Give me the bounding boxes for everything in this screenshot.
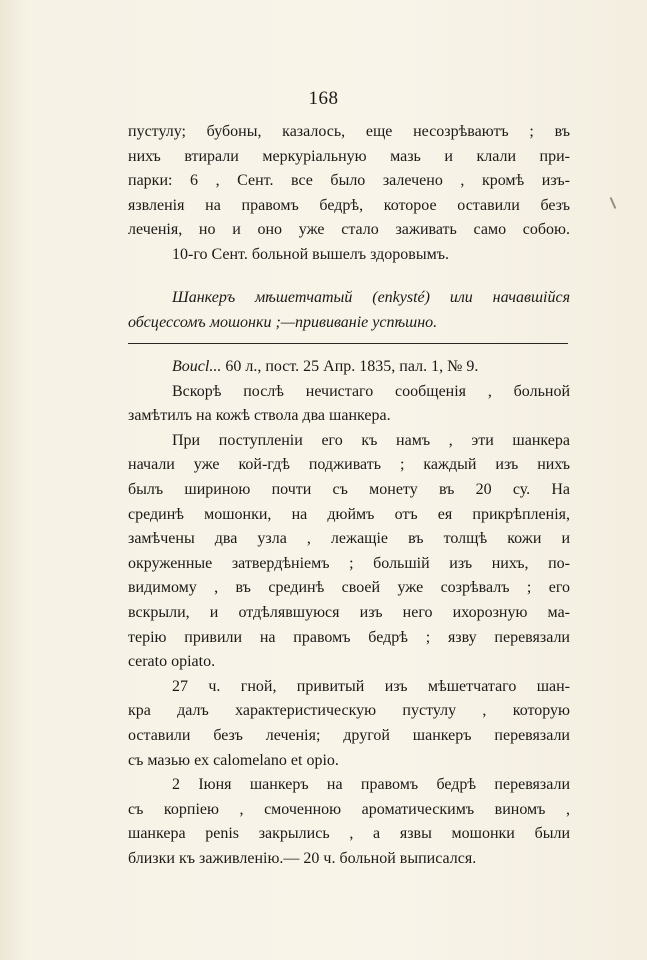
text-line: съ мазью ex calomelano et opio.	[128, 751, 339, 769]
text-line: леченія, но и оно уже стало заживать само собою.	[128, 221, 570, 239]
text-line: терію привили на правомъ бедрѣ ; язву перевязали	[128, 628, 570, 646]
text-line: съ корпіею , смоченною ароматическимъ виномъ ,	[128, 800, 570, 818]
text-line: близки къ заживленію.— 20 ч. больной выписался.	[128, 849, 477, 867]
text-line: шанкера penis закрылись , а язвы мошонки были	[128, 825, 570, 843]
text-line: начали уже кой-гдѣ подживать ; каждый изъ нихъ	[128, 456, 570, 474]
text-line: замѣтилъ на кожѣ ствола два шанкера.	[128, 407, 391, 425]
text-line: оставили безъ леченія; другой шанкеръ перевязали	[128, 726, 570, 744]
case-record	[128, 355, 570, 871]
text-line: cerato opiato.	[128, 653, 216, 671]
text-line: замѣчены два узла , лежащіе въ толщѣ кожи и	[128, 530, 570, 548]
text-line: 2 Іюня шанкеръ на правомъ бедрѣ перевязали	[172, 776, 570, 794]
text-line: срединѣ мошонки, на дюймъ отъ ея прикрѣпленія,	[128, 505, 570, 523]
text-line: кра далъ характеристическую пустулу , которую	[128, 702, 570, 720]
section-divider	[128, 343, 568, 344]
case-details: 60 л., пост. 25 Апр. 1835, пал. 1, № 9.	[221, 358, 479, 375]
text-line: вскрыли, и отдѣлявшуюся изъ него ихорозную ма-	[128, 603, 570, 621]
body-text-top	[128, 120, 570, 268]
page-number: 168	[308, 88, 339, 109]
text-line: 10-го Сент. больной вышелъ здоровымъ.	[172, 245, 450, 263]
case-header	[128, 355, 570, 380]
section-heading	[128, 286, 570, 335]
stray-ink-mark	[610, 197, 617, 209]
text-line: парки: 6 , Сент. все было залечено , кромѣ изъ-	[128, 172, 570, 190]
text-line: окруженные затвердѣніемъ ; большій изъ нихъ, по-	[128, 554, 570, 572]
patient-name: Boucl...	[172, 358, 222, 375]
text-line: былъ шириною почти съ монету въ 20 су. На	[128, 480, 570, 498]
text-line: 27 ч. гной, привитый изъ мѣшетчатаго шан-	[172, 677, 570, 695]
text-line: пустулу; бубоны, казалось, еще несозрѣваютъ ; въ	[128, 123, 570, 140]
heading-line: Шанкеръ мѣшетчатый (enkysté) или начавшійся	[172, 289, 570, 306]
text-line: язвленія на правомъ бедрѣ, которое оставили безъ	[128, 196, 570, 214]
text-line: При поступленіи его къ намъ , эти шанкера	[172, 431, 570, 449]
text-line: видимому , въ срединѣ своей уже созрѣвалъ ; его	[128, 579, 570, 597]
heading-line: обсцессомъ мошонки ;—прививаніе успѣшно.	[128, 313, 438, 331]
text-line: нихъ втирали меркуріальную мазь и клали при-	[128, 147, 570, 165]
text-line: Вскорѣ послѣ нечистаго сообщенія , больной	[172, 382, 570, 400]
